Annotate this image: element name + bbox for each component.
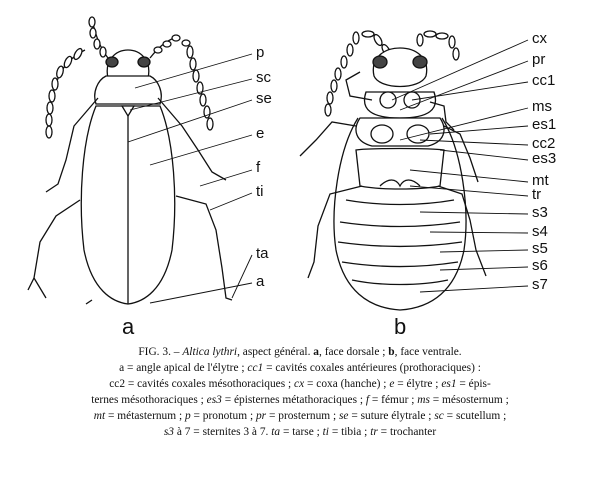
caption-line-4 (14, 392, 586, 408)
label-cc2: cc2 (532, 135, 556, 152)
caption-def-pr-key: pr (255, 410, 267, 422)
caption-def-f: = fémur ; (369, 394, 415, 406)
caption-a-text: , face dorsale ; (319, 346, 386, 358)
caption-def-cx-key: cx (294, 378, 305, 390)
label-s5: s5 (532, 240, 548, 257)
caption-def-es3: = épisternes métathoraciques ; (221, 394, 364, 406)
label-f: f (256, 159, 261, 176)
label-es1: es1 (532, 116, 557, 133)
caption-line-1 (14, 344, 586, 360)
caption-def-s: à 7 = sternites 3 à 7. (174, 426, 269, 438)
label-tr: tr (532, 186, 542, 203)
label-s4: s4 (532, 223, 548, 240)
caption-def-ti-key: ti (322, 426, 329, 438)
caption-def-cc1-key: cc1 (247, 362, 264, 374)
label-ms: ms (532, 98, 552, 115)
caption-line-3 (14, 376, 586, 392)
caption-def-p-key: p (184, 410, 191, 422)
caption-def-cx: = coxa (hanche) ; (304, 378, 387, 390)
label-pr: pr (532, 51, 546, 68)
caption-line4-start: ternes mésothoraciques ; (91, 394, 204, 406)
caption-def-ta-key: ta (271, 426, 281, 438)
caption-def-es1: = épis- (456, 378, 491, 390)
caption-species: Altica lythri (182, 346, 238, 358)
label-ti: ti (256, 183, 264, 200)
label-cx: cx (532, 30, 547, 47)
caption-fig-number: FIG. 3. – (138, 346, 180, 358)
caption-def-ti: = tibia ; (328, 426, 368, 438)
caption-b-text: , face ventrale. (394, 346, 462, 358)
label-se: se (256, 90, 272, 107)
ventral-view-drawing (300, 31, 486, 310)
label-s3: s3 (532, 204, 548, 221)
label-cc1: cc1 (532, 72, 556, 89)
caption-def-e: = élytre ; (394, 378, 439, 390)
caption-def-mt: = métasternum ; (105, 410, 183, 422)
caption-def-se: = suture élytrale ; (348, 410, 432, 422)
caption-def-ms-key: ms (417, 394, 430, 406)
caption-def-s-key: s3 (163, 426, 175, 438)
label-p: p (256, 44, 265, 61)
caption-def-sc-key: sc (434, 410, 444, 422)
caption-def-p: = pronotum ; (190, 410, 254, 422)
caption-line-6 (14, 424, 586, 440)
caption-def-cc2: cc2 = cavités coxales mésothoraciques ; (109, 378, 292, 390)
label-sc: sc (256, 69, 271, 86)
figure-caption (14, 344, 586, 440)
label-mt: mt (532, 172, 549, 189)
caption-a-bold: a (313, 346, 319, 358)
panel-label-b: b (394, 314, 407, 339)
label-s6: s6 (532, 257, 548, 274)
caption-def-e-key: e (389, 378, 395, 390)
label-es3: es3 (532, 150, 557, 167)
label-a: a (256, 273, 265, 290)
caption-title-rest: , aspect général. (237, 346, 311, 358)
caption-b-bold: b (388, 346, 395, 358)
caption-def-cc1: = cavités coxales antérieures (prothoraciques) : (263, 362, 481, 374)
caption-def-sc: = scutellum ; (443, 410, 507, 422)
caption-def-mt-key: mt (93, 410, 106, 422)
label-ta: ta (256, 245, 269, 262)
dorsal-view-drawing (28, 17, 232, 304)
label-e: e (256, 125, 265, 142)
caption-def-tr-key: tr (370, 426, 378, 438)
caption-def-a: a = angle apical de l'élytre ; (119, 362, 245, 374)
label-s7: s7 (532, 276, 548, 293)
caption-def-es3-key: es3 (206, 394, 222, 406)
caption-def-ta: = tarse ; (280, 426, 320, 438)
caption-def-es1-key: es1 (441, 378, 457, 390)
panel-label-a: a (122, 314, 135, 339)
caption-line-5 (14, 408, 586, 424)
caption-def-ms: = mésosternum ; (429, 394, 509, 406)
caption-def-se-key: se (339, 410, 349, 422)
caption-def-pr: = prosternum ; (266, 410, 337, 422)
caption-def-f-key: f (365, 394, 370, 406)
caption-def-tr: = trochanter (377, 426, 437, 438)
caption-line-2 (14, 360, 586, 376)
